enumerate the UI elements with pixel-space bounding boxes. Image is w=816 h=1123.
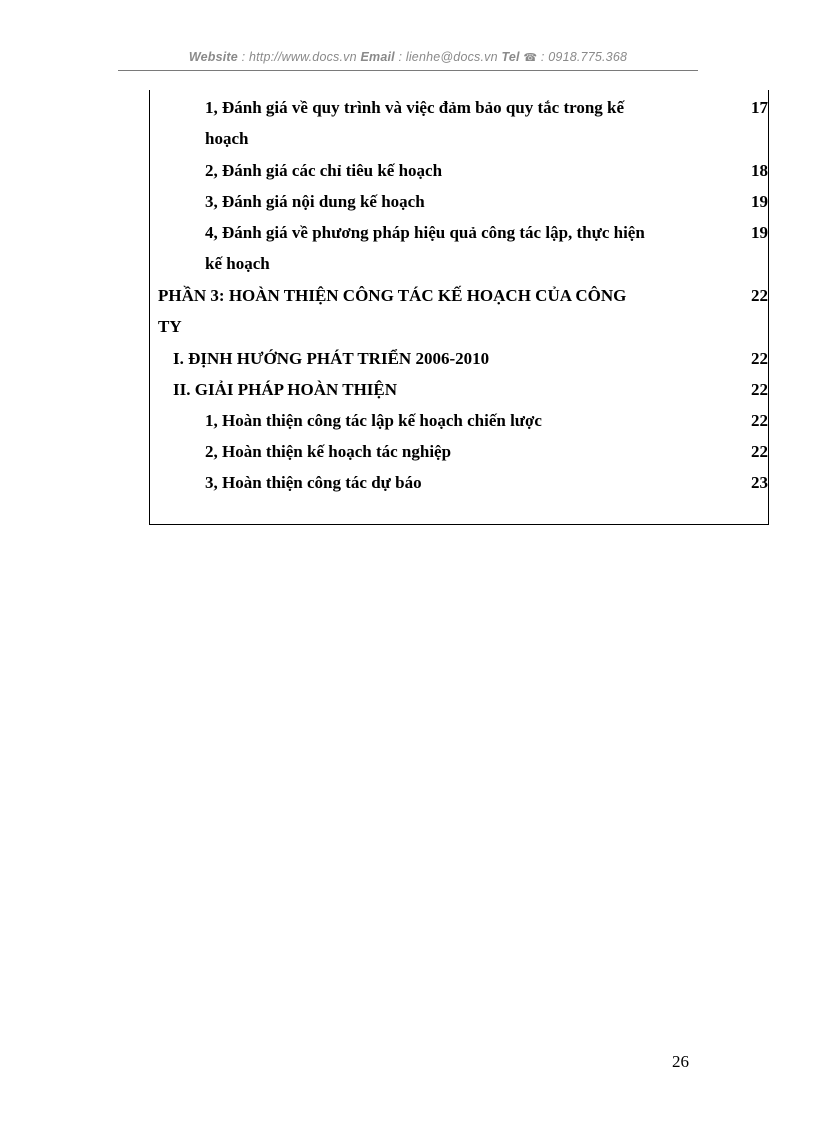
- tel-value: : 0918.775.368: [537, 50, 628, 64]
- toc-entry-title: 4, Đánh giá về phương pháp hiệu quả công tác lập, thực hiện: [205, 223, 645, 242]
- table-of-contents: [149, 90, 769, 525]
- toc-entry-title: I. ĐỊNH HƯỚNG PHÁT TRIỂN 2006-2010: [173, 349, 490, 368]
- toc-entry-title: 3, Hoàn thiện công tác dự báo: [205, 473, 422, 492]
- toc-entry-title: 2, Hoàn thiện kế hoạch tác nghiệp: [205, 442, 452, 461]
- email-label: Email: [360, 50, 395, 64]
- website-value: : http://www.docs.vn: [237, 50, 361, 64]
- toc-entry-page: 18: [751, 161, 768, 180]
- toc-entry-page: 17: [751, 98, 768, 117]
- toc-entry-title: II. GIẢI PHÁP HOÀN THIỆN: [173, 380, 398, 399]
- tel-label: Tel: [501, 50, 520, 64]
- toc-entry-page: 22: [751, 411, 768, 430]
- toc-entry-page: 22: [751, 349, 768, 368]
- toc-entry-page: 22: [751, 380, 768, 399]
- phone-icon: ☎: [523, 52, 538, 64]
- toc-entry-page: 19: [751, 223, 768, 242]
- page-header: [118, 50, 698, 64]
- website-label: Website: [188, 50, 238, 64]
- toc-entry-title-cont: hoạch: [205, 129, 249, 148]
- toc-entry-title-cont: kế hoạch: [205, 254, 270, 273]
- toc-entry-title: 1, Đánh giá về quy trình và việc đảm bảo quy tắc trong kế: [205, 98, 625, 117]
- toc-entry-page: 22: [751, 442, 768, 461]
- toc-entry-page: 19: [751, 192, 768, 211]
- toc-entry-page: 23: [751, 473, 768, 492]
- toc-entry-title: 3, Đánh giá nội dung kế hoạch: [205, 192, 425, 211]
- toc-entry-title: 1, Hoàn thiện công tác lập kế hoạch chiến lược: [205, 411, 542, 430]
- toc-entry-page: 22: [751, 286, 768, 305]
- toc-entry-title: PHẦN 3: HOÀN THIỆN CÔNG TÁC KẾ HOẠCH CỦA CÔNG: [158, 286, 627, 305]
- email-value: : lienhe@docs.vn: [394, 50, 502, 64]
- toc-entry-title: 2, Đánh giá các chỉ tiêu kế hoạch: [205, 161, 443, 180]
- toc-entry-title-cont: TY: [158, 317, 182, 336]
- page-number: 26: [672, 1052, 689, 1071]
- header-divider: [118, 70, 698, 71]
